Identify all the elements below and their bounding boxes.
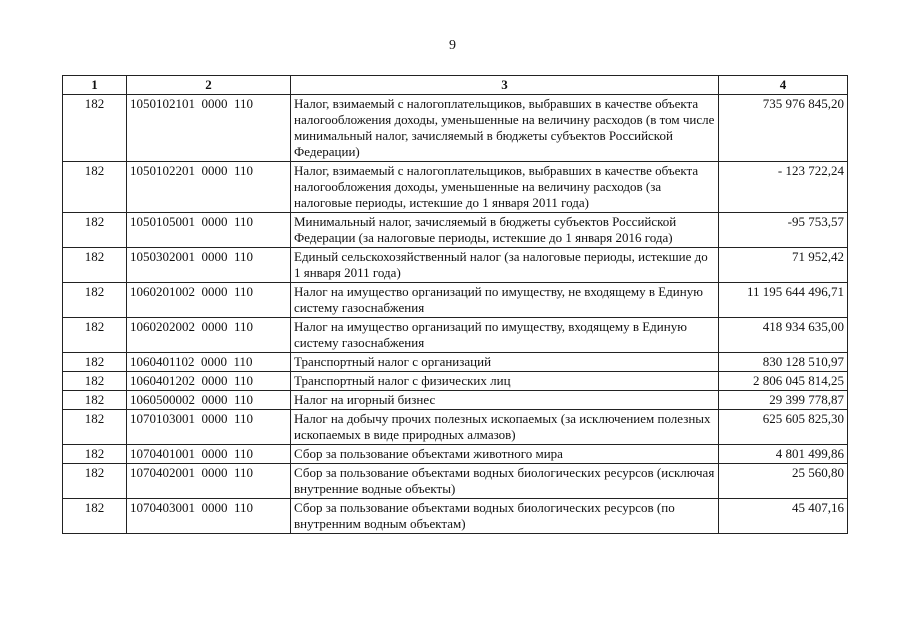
revenue-name-cell: Транспортный налог с физических лиц bbox=[291, 372, 719, 391]
column-header: 1 bbox=[63, 76, 127, 95]
admin-code-cell: 182 bbox=[63, 95, 127, 162]
table-row bbox=[63, 213, 848, 248]
revenue-code-cell: 1070401001 0000 110 bbox=[127, 445, 291, 464]
column-header: 2 bbox=[127, 76, 291, 95]
amount-cell: - 123 722,24 bbox=[719, 162, 848, 213]
amount-cell: 830 128 510,97 bbox=[719, 353, 848, 372]
table-header-row bbox=[63, 76, 848, 95]
admin-code-cell: 182 bbox=[63, 391, 127, 410]
admin-code-cell: 182 bbox=[63, 410, 127, 445]
table-body bbox=[63, 95, 848, 534]
table-row bbox=[63, 445, 848, 464]
table-row bbox=[63, 499, 848, 534]
revenue-code-cell: 1060401102 0000 110 bbox=[127, 353, 291, 372]
amount-cell: 2 806 045 814,25 bbox=[719, 372, 848, 391]
admin-code-cell: 182 bbox=[63, 213, 127, 248]
revenue-code-cell: 1060401202 0000 110 bbox=[127, 372, 291, 391]
amount-cell: 625 605 825,30 bbox=[719, 410, 848, 445]
table-row bbox=[63, 95, 848, 162]
admin-code-cell: 182 bbox=[63, 445, 127, 464]
revenue-name-cell: Сбор за пользование объектами водных биологических ресурсов (по внутренним водным объектам) bbox=[291, 499, 719, 534]
revenue-code-cell: 1050302001 0000 110 bbox=[127, 248, 291, 283]
table-row bbox=[63, 283, 848, 318]
revenue-name-cell: Налог на игорный бизнес bbox=[291, 391, 719, 410]
revenue-name-cell: Единый сельскохозяйственный налог (за налоговые периоды, истекшие до 1 января 2011 года) bbox=[291, 248, 719, 283]
admin-code-cell: 182 bbox=[63, 248, 127, 283]
amount-cell: 45 407,16 bbox=[719, 499, 848, 534]
revenue-name-cell: Сбор за пользование объектами животного мира bbox=[291, 445, 719, 464]
revenue-code-cell: 1060500002 0000 110 bbox=[127, 391, 291, 410]
admin-code-cell: 182 bbox=[63, 318, 127, 353]
revenue-code-cell: 1050105001 0000 110 bbox=[127, 213, 291, 248]
amount-cell: 29 399 778,87 bbox=[719, 391, 848, 410]
revenue-name-cell: Минимальный налог, зачисляемый в бюджеты субъектов Российской Федерации (за налоговые периоды, истекшие до 1 января 2016 года) bbox=[291, 213, 719, 248]
revenue-code-cell: 1070103001 0000 110 bbox=[127, 410, 291, 445]
table-row bbox=[63, 372, 848, 391]
revenue-table bbox=[62, 75, 848, 534]
column-header: 4 bbox=[719, 76, 848, 95]
revenue-code-cell: 1060202002 0000 110 bbox=[127, 318, 291, 353]
revenue-code-cell: 1070402001 0000 110 bbox=[127, 464, 291, 499]
revenue-code-cell: 1070403001 0000 110 bbox=[127, 499, 291, 534]
table-row bbox=[63, 464, 848, 499]
admin-code-cell: 182 bbox=[63, 353, 127, 372]
admin-code-cell: 182 bbox=[63, 464, 127, 499]
admin-code-cell: 182 bbox=[63, 372, 127, 391]
revenue-name-cell: Налог, взимаемый с налогоплательщиков, выбравших в качестве объекта налогообложения доходы, уменьшенные на величину расходов (в том числе минимальный налог, зачисляемый в бюджеты субъектов Российской Федерации) bbox=[291, 95, 719, 162]
amount-cell: 418 934 635,00 bbox=[719, 318, 848, 353]
page-number: 9 bbox=[449, 38, 456, 53]
amount-cell: 71 952,42 bbox=[719, 248, 848, 283]
amount-cell: 735 976 845,20 bbox=[719, 95, 848, 162]
revenue-name-cell: Транспортный налог с организаций bbox=[291, 353, 719, 372]
revenue-code-cell: 1050102101 0000 110 bbox=[127, 95, 291, 162]
admin-code-cell: 182 bbox=[63, 162, 127, 213]
revenue-name-cell: Налог на имущество организаций по имуществу, входящему в Единую систему газоснабжения bbox=[291, 318, 719, 353]
amount-cell: 4 801 499,86 bbox=[719, 445, 848, 464]
revenue-name-cell: Сбор за пользование объектами водных биологических ресурсов (исключая внутренние водные объекты) bbox=[291, 464, 719, 499]
table-row bbox=[63, 162, 848, 213]
column-header: 3 bbox=[291, 76, 719, 95]
revenue-code-cell: 1060201002 0000 110 bbox=[127, 283, 291, 318]
amount-cell: 11 195 644 496,71 bbox=[719, 283, 848, 318]
revenue-name-cell: Налог на добычу прочих полезных ископаемых (за исключением полезных ископаемых в виде природных алмазов) bbox=[291, 410, 719, 445]
table-row bbox=[63, 391, 848, 410]
revenue-name-cell: Налог на имущество организаций по имуществу, не входящему в Единую систему газоснабжения bbox=[291, 283, 719, 318]
amount-cell: 25 560,80 bbox=[719, 464, 848, 499]
revenue-name-cell: Налог, взимаемый с налогоплательщиков, выбравших в качестве объекта налогообложения доходы, уменьшенные на величину расходов (за налоговые периоды, истекшие до 1 января 2011 года) bbox=[291, 162, 719, 213]
table-row bbox=[63, 318, 848, 353]
amount-cell: -95 753,57 bbox=[719, 213, 848, 248]
table-row bbox=[63, 353, 848, 372]
admin-code-cell: 182 bbox=[63, 283, 127, 318]
admin-code-cell: 182 bbox=[63, 499, 127, 534]
table-row bbox=[63, 248, 848, 283]
table-row bbox=[63, 410, 848, 445]
revenue-code-cell: 1050102201 0000 110 bbox=[127, 162, 291, 213]
